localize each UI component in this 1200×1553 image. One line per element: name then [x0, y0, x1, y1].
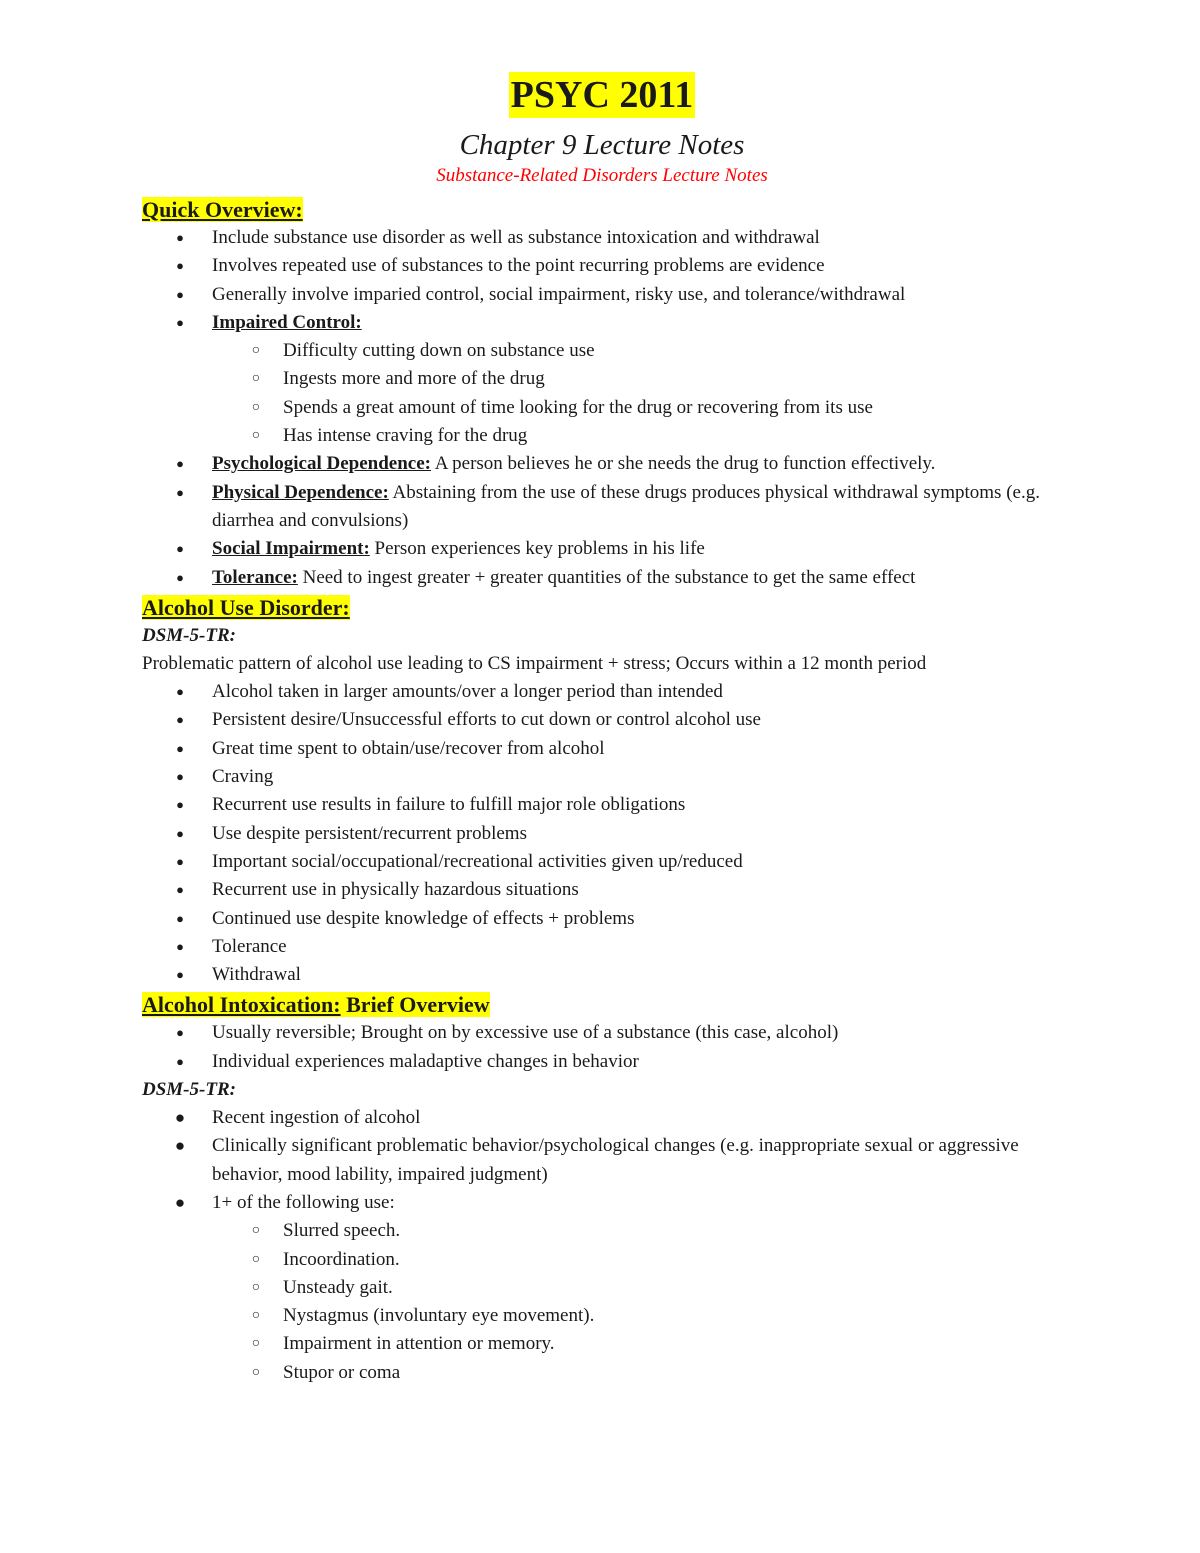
sub-list-item: ○ Impairment in attention or memory.	[142, 1330, 1062, 1358]
list-item	[142, 309, 1062, 337]
bullet-icon: ●	[176, 769, 184, 785]
list-item: ● Involves repeated use of substances to the point recurring problems are evidence	[142, 252, 1062, 280]
bullet-icon: ●	[176, 541, 184, 557]
bullet-icon: ●	[176, 853, 184, 869]
sub-list-item: ○ Nystagmus (involuntary eye movement).	[142, 1302, 1062, 1330]
term-label: Impaired Control:	[212, 311, 362, 333]
list-item: ● Tolerance	[142, 933, 1062, 961]
bullet-icon: ●	[174, 1192, 186, 1212]
hollow-bullet-icon: ○	[251, 371, 261, 387]
bullet-icon: ●	[176, 1025, 184, 1041]
hollow-bullet-icon: ○	[251, 399, 261, 415]
list-item: ● Tolerance: Need to ingest greater + greater quantities of the substance to get the same effect	[142, 564, 1062, 592]
section-heading-alcohol-intoxication: Alcohol Intoxication: Brief Overview	[142, 992, 490, 1018]
bullet-icon: ●	[174, 1108, 186, 1128]
list-item: ● Usually reversible; Brought on by excessive use of a substance (this case, alcohol)	[142, 1019, 1062, 1047]
list-item: ● Recurrent use in physically hazardous situations	[142, 876, 1062, 904]
list-item: ● Withdrawal	[142, 961, 1062, 989]
list-item: ● 1+ of the following use:	[142, 1189, 1062, 1217]
intoxication-criteria-list	[142, 1104, 1062, 1387]
bullet-icon: ●	[174, 1136, 186, 1156]
bullet-icon: ●	[176, 712, 184, 728]
bullet-icon: ●	[176, 967, 184, 983]
bullet-icon: ●	[176, 684, 184, 700]
sub-list-item: ○ Difficulty cutting down on substance use	[142, 337, 1062, 365]
list-item: ● Psychological Dependence: A person believes he or she needs the drug to function effectively.	[142, 450, 1062, 478]
list-item: ● Persistent desire/Unsuccessful efforts to cut down or control alcohol use	[142, 706, 1062, 734]
list-item: ● Individual experiences maladaptive changes in behavior	[142, 1048, 1062, 1076]
bullet-icon: ●	[176, 286, 184, 302]
hollow-bullet-icon: ○	[251, 428, 261, 444]
list-item: ● Great time spent to obtain/use/recover from alcohol	[142, 735, 1062, 763]
list-item: ● Recent ingestion of alcohol	[142, 1104, 1062, 1132]
bullet-icon: ●	[176, 456, 184, 472]
bullet-icon: ●	[176, 484, 184, 500]
list-item: ● Physical Dependence: Abstaining from the use of these drugs produces physical withdrawal symptoms (e.g. diarrhea and convulsions)	[142, 479, 1062, 536]
document-page	[142, 72, 1062, 1387]
list-item: ● Alcohol taken in larger amounts/over a longer period than intended	[142, 678, 1062, 706]
alcohol-intoxication-list	[142, 1019, 1062, 1076]
hollow-bullet-icon: ○	[251, 1251, 261, 1267]
list-item: ● Include substance use disorder as well as substance intoxication and withdrawal	[142, 224, 1062, 252]
section-heading-quick-overview: Quick Overview:	[142, 197, 303, 222]
list-item: ● Recurrent use results in failure to fulfill major role obligations	[142, 791, 1062, 819]
topic-subtitle: Substance-Related Disorders Lecture Notes	[436, 165, 768, 186]
list-item: ● Clinically significant problematic behavior/psychological changes (e.g. inappropriate sexual or aggressive behavior, mood lability, impaired judgment)	[142, 1132, 1062, 1189]
list-item: ● Important social/occupational/recreational activities given up/reduced	[142, 848, 1062, 876]
bullet-icon: ●	[176, 797, 184, 813]
term-label: Physical Dependence:	[212, 481, 389, 503]
list-item: ● Use despite persistent/recurrent problems	[142, 820, 1062, 848]
term-label: Tolerance:	[212, 566, 298, 588]
dsm-label: DSM-5-TR:	[142, 624, 236, 646]
term-label: Social Impairment:	[212, 538, 370, 560]
hollow-bullet-icon: ○	[251, 343, 261, 359]
alcohol-use-disorder-list	[142, 678, 1062, 989]
sub-list-item: ○ Incoordination.	[142, 1246, 1062, 1274]
hollow-bullet-icon: ○	[251, 1336, 261, 1352]
sub-list-item: ○ Ingests more and more of the drug	[142, 365, 1062, 393]
bullet-icon: ●	[176, 938, 184, 954]
chapter-subtitle: Chapter 9 Lecture Notes	[459, 129, 745, 161]
bullet-icon: ●	[176, 882, 184, 898]
list-item: ● Craving	[142, 763, 1062, 791]
hollow-bullet-icon: ○	[251, 1364, 261, 1380]
bullet-icon: ●	[176, 1053, 184, 1069]
intro-paragraph: Problematic pattern of alcohol use leading to CS impairment + stress; Occurs within a 12 month period	[142, 652, 927, 674]
sub-list-item: ○ Slurred speech.	[142, 1217, 1062, 1245]
term-label: Psychological Dependence:	[212, 453, 432, 475]
list-item: ● Continued use despite knowledge of effects + problems	[142, 905, 1062, 933]
quick-overview-list	[142, 224, 1062, 592]
bullet-icon: ●	[176, 258, 184, 274]
section-heading-alcohol-use-disorder: Alcohol Use Disorder:	[142, 594, 350, 620]
list-item: ● Generally involve imparied control, social impairment, risky use, and tolerance/withdrawal	[142, 281, 1062, 309]
bullet-icon: ●	[176, 314, 184, 330]
page-title: PSYC 2011	[510, 74, 694, 116]
hollow-bullet-icon: ○	[251, 1223, 261, 1239]
sub-list-item: ○ Stupor or coma	[142, 1359, 1062, 1387]
sub-list-item: ○ Has intense craving for the drug	[142, 422, 1062, 450]
bullet-icon: ●	[176, 740, 184, 756]
bullet-icon: ●	[176, 910, 184, 926]
bullet-icon: ●	[176, 230, 184, 245]
sub-list-item: ○ Spends a great amount of time looking for the drug or recovering from its use	[142, 394, 1062, 422]
sub-list-item: ○ Unsteady gait.	[142, 1274, 1062, 1302]
bullet-icon: ●	[176, 569, 184, 585]
hollow-bullet-icon: ○	[251, 1308, 261, 1324]
bullet-icon: ●	[176, 825, 184, 841]
dsm-label: DSM-5-TR:	[142, 1079, 236, 1101]
title-block	[142, 72, 1062, 122]
hollow-bullet-icon: ○	[251, 1279, 261, 1295]
list-item: ● Social Impairment: Person experiences key problems in his life	[142, 535, 1062, 563]
